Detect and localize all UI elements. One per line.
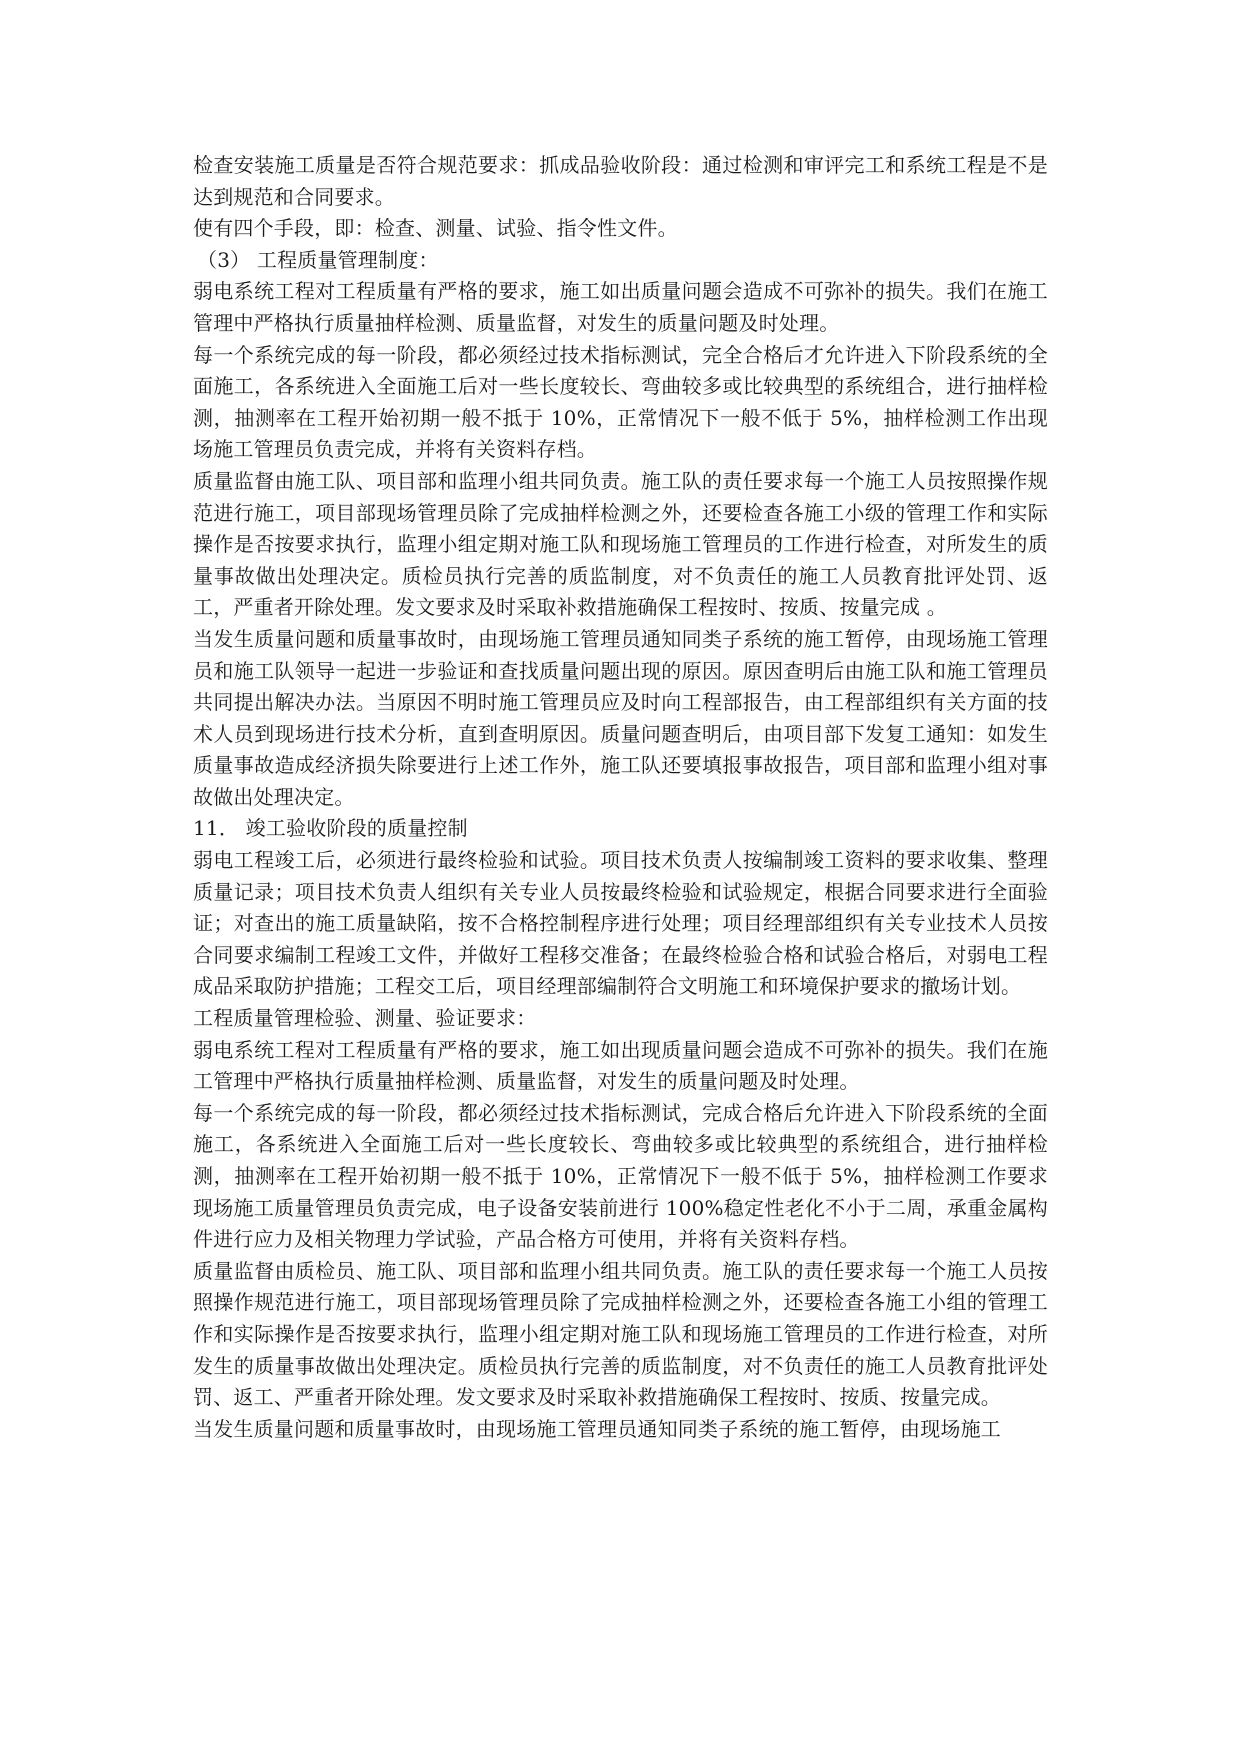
paragraph-stage-testing-2: 每一个系统完成的每一阶段，都必须经过技术指标测试，完成合格后允许进入下阶段系统的全面施工，各系统进入全面施工后对一些长度较长、弯曲较多或比较典型的系统组合，进行抽样检测，抽测率在工程开始初期一般不抵于 10%，正常情况下一般不低于 5%，抽样检测工作要求现场施工质量管理员负责完成，电子设备安装前进行 100%稳定性老化不小于二周，承重金属构件进行应力及相关物理力学试验，产品合格方可使用，并将有关资料存档。 xyxy=(193,1100,1048,1252)
paragraph-final-inspection: 弱电工程竣工后，必须进行最终检验和试验。项目技术负责人按编制竣工资料的要求收集、整理质量记录；项目技术负责人组织有关专业人员按最终检验和试验规定，根据合同要求进行全面验证；对查出的施工质量缺陷，按不合格控制程序进行处理；项目经理部组织有关专业技术人员按合同要求编制工程竣工文件，并做好工程移交准备；在最终检验合格和试验合格后，对弱电工程成品采取防护措施；工程交工后，项目经理部编制符合文明施工和环境保护要求的撤场计划。 xyxy=(193,848,1048,999)
heading-inspection-measurement: 工程质量管理检验、测量、验证要求： xyxy=(193,1006,537,1031)
paragraph-strict-requirements-2: 弱电系统工程对工程质量有严格的要求，施工如出现质量问题会造成不可弥补的损失。我们在施工管理中严格执行质量抽样检测、质量监督，对发生的质量问题及时处理。 xyxy=(193,1037,1048,1094)
heading-completion-acceptance: 11． 竣工验收阶段的质量控制 xyxy=(193,816,468,841)
paragraph-strict-requirements: 弱电系统工程对工程质量有严格的要求，施工如出质量问题会造成不可弥补的损失。我们在施工管理中严格执行质量抽样检测、质量监督，对发生的质量问题及时处理。 xyxy=(193,279,1048,335)
paragraph-quality-supervision-2: 质量监督由质检员、施工队、项目部和监理小组共同负责。施工队的责任要求每一个施工人员按照操作规范进行施工，项目部现场管理员除了完成抽样检测之外，还要检查各施工小组的管理工作和实际操作是否按要求执行，监理小组定期对施工队和现场施工管理员的工作进行检查，对所发生的质量事故做出处理决定。质检员执行完善的质监制度，对不负责任的施工人员教育批评处罚、返工、严重者开除处理。发文要求及时采取补救措施确保工程按时、按质、按量完成。 xyxy=(193,1258,1048,1410)
heading-quality-management-system: （3） 工程质量管理制度： xyxy=(197,247,439,272)
paragraph-stage-testing: 每一个系统完成的每一阶段，都必须经过技术指标测试，完全合格后才允许进入下阶段系统的全面施工，各系统进入全面施工后对一些长度较长、弯曲较多或比较典型的系统组合，进行抽样检测，抽测率在工程开始初期一般不抵于 10%，正常情况下一般不低于 5%，抽样检测工作出现场施工管理员负责完成，并将有关资料存档。 xyxy=(193,342,1048,462)
paragraph-four-means: 使有四个手段，即：检查、测量、试验、指令性文件。 xyxy=(193,216,678,241)
paragraph-quality-supervision: 质量监督由施工队、项目部和监理小组共同负责。施工队的责任要求每一个施工人员按照操作规范进行施工，项目部现场管理员除了完成抽样检测之外，还要检查各施工小级的管理工作和实际操作是否按要求执行，监理小组定期对施工队和现场施工管理员的工作进行检查，对所发生的质量事故做出处理决定。质检员执行完善的质监制度，对不负责任的施工人员教育批评处罚、返工，严重者开除处理。发文要求及时采取补救措施确保工程按时、按质、按量完成 。 xyxy=(193,468,1048,620)
paragraph-quality-incident-2: 当发生质量问题和质量事故时，由现场施工管理员通知同类子系统的施工暂停，由现场施工 xyxy=(193,1416,1001,1441)
paragraph-inspection-acceptance: 检查安装施工质量是否符合规范要求：抓成品验收阶段：通过检测和审评完工和系统工程是不是达到规范和合同要求。 xyxy=(193,153,1048,209)
document-body xyxy=(193,150,1048,1445)
paragraph-quality-incident: 当发生质量问题和质量事故时，由现场施工管理员通知同类子系统的施工暂停，由现场施工管理员和施工队领导一起进一步验证和查找质量问题出现的原因。原因查明后由施工队和施工管理员共同提出解决办法。当原因不明时施工管理员应及时向工程部报告，由工程部组织有关方面的技术人员到现场进行技术分析，直到查明原因。质量问题查明后，由项目部下发复工通知：如发生质量事故造成经济损失除要进行上述工作外，施工队还要填报事故报告，项目部和监理小组对事故做出处理决定。 xyxy=(193,626,1048,809)
